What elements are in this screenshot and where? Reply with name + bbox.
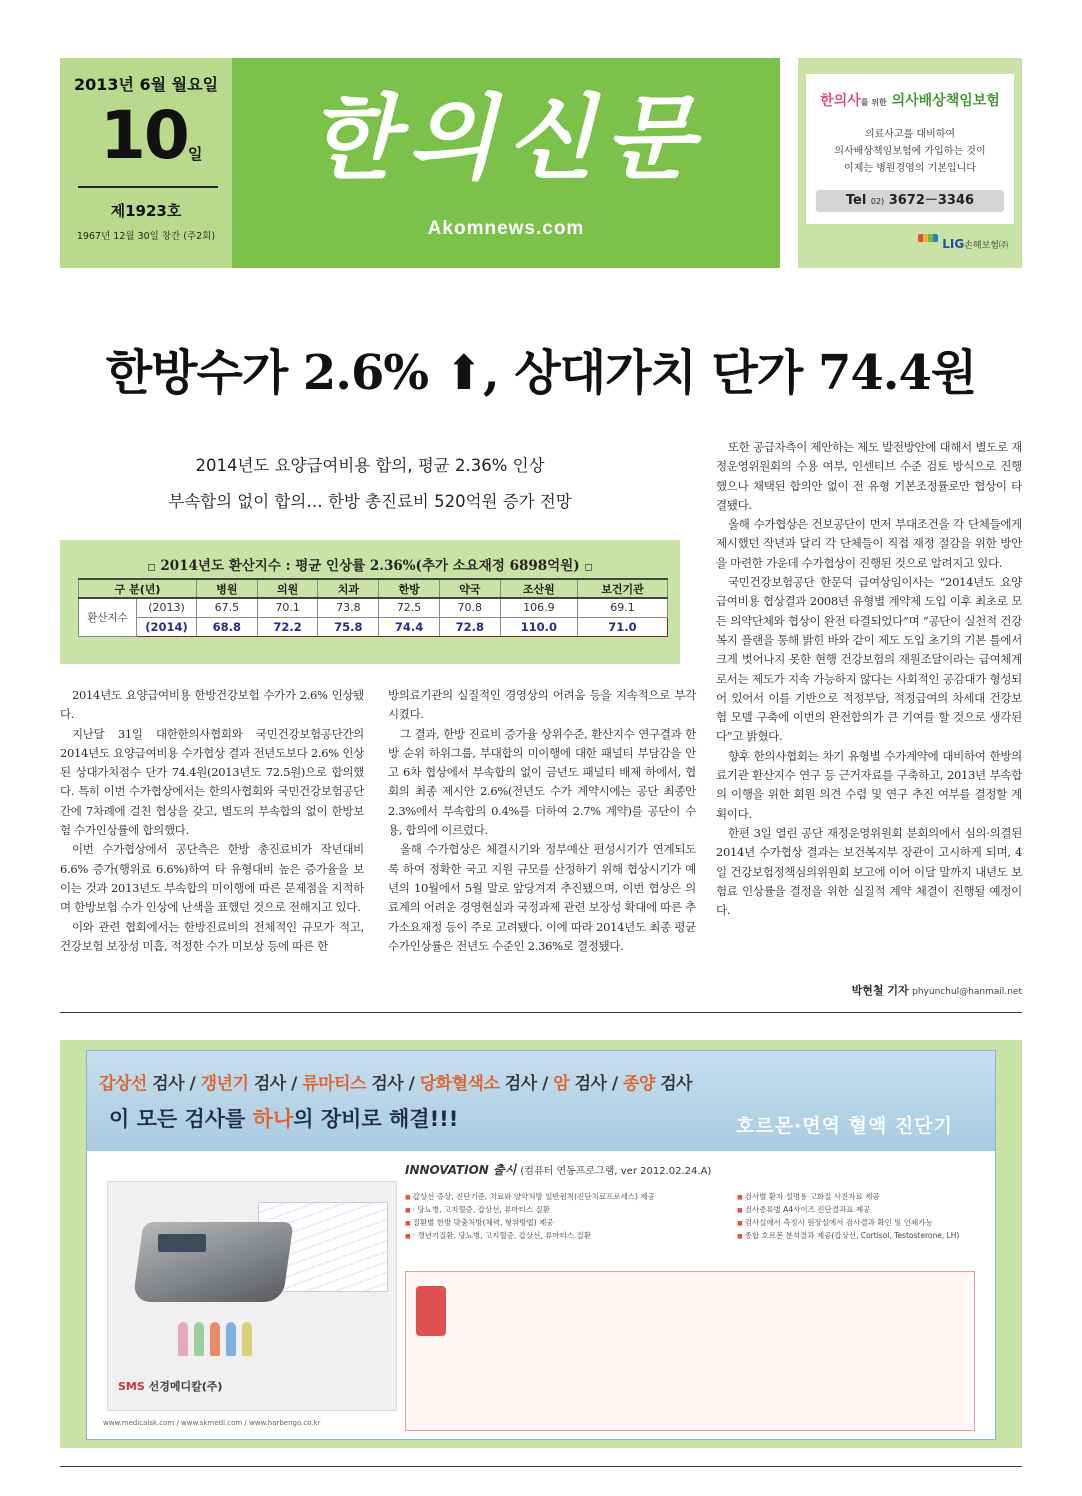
paragraph: 지난달 31일 대한한의사협회와 국민건강보험공단간의 2014년도 요양급여비용 수가협상 결과 전년도보다 2.6% 인상된 상대가치점수 단가 74.4원(2013년도 72.5원)으로 합의했다. 특히 이번 수가협상에서는 한의사협회와 국민건강보험공단간에 7차례에 걸친 협상을 갖고, 별도의 부속합의 없이 한방보험 수가인상률에 합의했다. xyxy=(60,726,364,838)
table-cell: 70.8 xyxy=(439,598,500,617)
founded-line: 1967년 12월 30일 창간 (주2회) xyxy=(76,231,216,242)
table-header: 구 분(년) xyxy=(79,579,197,598)
ad-test-item: 암 xyxy=(553,1074,570,1094)
ad-panel xyxy=(86,1050,996,1440)
table-cell: 69.1 xyxy=(577,598,667,617)
table-caption xyxy=(60,554,680,574)
day-number: 10 xyxy=(100,97,188,174)
table-header: 약국 xyxy=(439,579,500,598)
ad-info-title xyxy=(405,1161,711,1178)
table-header: 한방 xyxy=(379,579,440,598)
tel-area: 02) xyxy=(870,197,885,206)
ad-test-suffix: 검사 xyxy=(253,1074,286,1094)
ad-info-title-text: INNOVATION 출시 xyxy=(405,1163,517,1177)
divider xyxy=(60,1466,1022,1467)
paragraph: 이번 수가협상에서 공단측은 한방 총진료비가 작년대비 6.6% 증가(행위료 6.6%)하여 타 유형대비 높은 증가율을 보이는 것과 2013년도 부속합의 미이행에 따른 문제점을 지적하며 한방보험 수가 인상에 난색을 표했던 것으로 전해지고 있다. xyxy=(60,842,364,915)
tel-label: Tel xyxy=(845,193,867,208)
sponsor-logo xyxy=(918,234,1008,251)
bottom-advertisement[interactable] xyxy=(60,1040,1022,1448)
insurance-body-line: 의사배상책임보험에 가입하는 것이 xyxy=(834,146,986,157)
ad-test-item: 종양 xyxy=(622,1074,655,1094)
ad-tag-icon xyxy=(416,1286,446,1336)
insurance-body-line: 이제는 병원경영의 기본입니다 xyxy=(844,163,976,174)
day-unit: 일 xyxy=(188,145,203,163)
ad-product-type: 호르몬·면역 혈액 진단기 xyxy=(736,1115,953,1137)
conversion-index-box xyxy=(60,540,680,664)
insurance-title-small: 를 위한 xyxy=(860,98,887,107)
issue-number: 제1923호 xyxy=(110,202,182,220)
sponsor-sub: 손해보험㈜ xyxy=(964,241,1008,251)
list-item: ■ 검사종류별 A4사이즈 진단결과표 제공 xyxy=(737,1204,959,1217)
insurance-tel[interactable] xyxy=(816,190,1004,212)
table-header: 보건기관 xyxy=(577,579,667,598)
day-wrap xyxy=(60,97,232,175)
ad-test-list: 갑상선 검사 / 갱년기 검사 / 류마티스 검사 / 당화혈색소 검사 / 암 검사 / 종양 검사 xyxy=(99,1074,693,1094)
table-caption-text: 2014년도 환산지수 : 평균 인상률 2.36%(추가 소요재정 6898억원) xyxy=(160,558,580,574)
table-cell: 110.0 xyxy=(500,617,577,636)
pipette-tip xyxy=(226,1322,236,1356)
paragraph: 향후 한의사협회는 차기 유형별 수가계약에 대비하여 한방의료기관 환산지수 연구 등 근거자료를 구축하고, 2013년 부속합의 이행을 위한 회원 의견 수렴 및 연구 추진 여부를 결정할 계획이다. xyxy=(716,748,1022,821)
list-item: ■ · 갱년기질환, 당뇨병, 고지혈증, 갑상선, 류마티스 질환 xyxy=(405,1230,655,1243)
list-item: ■ 갑상선 증상, 진단기준, 치료와 양약처방 일반원칙(진단치료프로세스) 제공 xyxy=(405,1191,655,1204)
ad-test-item: 류마티스 xyxy=(302,1074,366,1094)
byline xyxy=(716,982,1022,998)
list-item: ■ 검사실에서 측정시 원장실에서 검사결과 확인 및 인쇄가능 xyxy=(737,1217,959,1230)
ad-banner xyxy=(87,1051,995,1151)
table-row xyxy=(79,598,668,617)
ad-brand-mark: SMS xyxy=(118,1380,145,1393)
ad-test-item: 갱년기 xyxy=(200,1074,249,1094)
list-item: ■ 질환별 한방 맞춤처방(체력, 형위방법) 제공 xyxy=(405,1217,655,1230)
tel-number: 3672－3346 xyxy=(888,193,975,208)
ad-test-suffix: 검사 xyxy=(504,1074,537,1094)
device-photo xyxy=(107,1181,397,1411)
pipette-tip xyxy=(210,1322,220,1356)
ad-slogan xyxy=(109,1103,458,1133)
ad-test-suffix: 검사 xyxy=(371,1074,404,1094)
paragraph: 올해 수가협상은 체결시기와 정부예산 편성시기가 연계되도록 하여 정확한 국고 지원 규모를 산정하기 위해 협상시기가 예년의 10월에서 5월 말로 앞당겨져 추진됐으며, 이번 협상은 의료계의 어려운 경영현실과 국정과제 관련 보장성 확대에 따른 추가소요재정 등이 주로 고려됐다. 이에 따라 2014년도 최종 평균 수가인상률은 전년도 수준인 2.36%로 결정됐다. xyxy=(388,842,696,953)
table-cell: 73.8 xyxy=(318,598,379,617)
ad-feature-list-left xyxy=(405,1191,655,1243)
byline-name: 박현철 기자 xyxy=(851,984,909,997)
table-header: 의원 xyxy=(257,579,318,598)
pipette-tips-image xyxy=(178,1322,288,1362)
paragraph: 국민건강보험공단 한문덕 급여상임이사는 “2014년도 요양급여비용 협상결과 2008년 유형별 계약제 도입 이후 최초로 모든 의약단체와 협상이 완전 타결되었다”며 “공단이 실천적 건강복지 플랜을 통해 밝힌 바와 같이 제도 도입 초기의 기본 틀에서 크게 벗어나지 못한 현행 건강보험의 재원조달이라는 급여체계로서는 제도가 지속 가능하지 않다는 사회적인 공감대가 형성되어 있어서 이를 기반으로 적정부담, 적정급여의 차세대 건강보험 모델 구축에 이번의 완전합의가 큰 기여를 할 것으로 생각된다”고 밝혔다. xyxy=(716,575,1022,744)
pipette-tip xyxy=(242,1322,252,1356)
ad-slogan-post: 의 장비로 해결!!! xyxy=(293,1107,459,1131)
ad-brand xyxy=(118,1378,222,1394)
square-icon: ◻ xyxy=(584,562,593,573)
pipette-tip xyxy=(178,1322,188,1356)
ad-test-item: 당화혈색소 xyxy=(419,1074,500,1094)
ad-test-suffix: 검사 xyxy=(152,1074,185,1094)
date-line: 2013년 6월 월요일 xyxy=(73,75,219,94)
table-cell: 72.5 xyxy=(379,598,440,617)
table-cell: 106.9 xyxy=(500,598,577,617)
insurance-ad-title xyxy=(806,90,1014,110)
ad-test-suffix: 검사 xyxy=(574,1074,607,1094)
ad-footer-urls[interactable]: www.medicalsk.com / www.skmedi.com / www.harbengo.co.kr xyxy=(103,1419,321,1427)
divider xyxy=(60,1012,1022,1013)
table-cell: 68.8 xyxy=(197,617,258,636)
list-item: ■ 종합 호르몬 분석결과 제공(갑상선, Cortisol, Testosterone, LH) xyxy=(737,1230,959,1243)
paragraph: 또한 공급자측이 제안하는 제도 발전방안에 대해서 별도로 재정운영위원회의 수용 여부, 인센티브 수준 검토 방식으로 진행했으나 채택된 합의안 없이 전 유형 기본조정률로만 협상이 타결됐다. xyxy=(716,440,1022,512)
ad-slogan-pre: 이 모든 검사를 xyxy=(109,1107,246,1131)
ad-test-suffix: 검사 xyxy=(660,1074,693,1094)
table-cell-year: (2014) xyxy=(137,617,197,636)
paragraph: 올해 수가협상은 건보공단이 먼저 부대조건을 각 단체들에게 제시했던 작년과 달리 각 단체들이 직접 재정 절감을 위한 방안을 마련한 가운데 수가협상이 진행된 것으로 알려지고 있다. xyxy=(716,517,1022,570)
article-column-2 xyxy=(388,686,696,956)
paragraph: 한편 3일 열린 공단 재정운영위원회 분회의에서 심의·의결된 2014년 수가협상 결과는 보건복지부 장관이 고시하게 되며, 4일 건강보험정책심의위원회 보고에 이어 이달 말까지 내년도 보험료 인상률을 결정을 위한 실질적 계약 체결이 진행될 예정이다. xyxy=(716,825,1022,918)
article-headline: 한방수가 2.6% ⬆, 상대가치 단가 74.4원 xyxy=(105,345,977,401)
insurance-ad-body xyxy=(806,126,1014,177)
table-header-row xyxy=(79,579,668,598)
paragraph: 방의료기관의 실질적인 경영상의 어려움 등을 지속적으로 부각시켰다. xyxy=(388,688,696,722)
analyzer-screen xyxy=(158,1234,206,1252)
insurance-body-line: 의료사고를 대비하여 xyxy=(864,129,956,140)
insurance-title-b: 의사배상책임보험 xyxy=(891,93,1000,109)
article-column-1 xyxy=(60,686,364,956)
conversion-index-table xyxy=(78,578,668,637)
ad-brand-name: 선경메디칼(주) xyxy=(148,1380,223,1393)
list-item: ■ 검사별 환자 설명용 고화질 사진자료 제공 xyxy=(737,1191,959,1204)
newspaper-logo[interactable]: 한의신문 xyxy=(308,84,704,192)
table-cell: 74.4 xyxy=(379,617,440,636)
table-cell: 75.8 xyxy=(318,617,379,636)
sponsor-name: LIG xyxy=(942,237,965,251)
pipette-tip xyxy=(194,1322,204,1356)
sponsor-logo-icon xyxy=(918,234,938,242)
byline-email[interactable]: phyunchul@hanmail.net xyxy=(912,987,1022,997)
table-header: 조산원 xyxy=(500,579,577,598)
table-header: 치과 xyxy=(318,579,379,598)
date-rule xyxy=(78,186,218,188)
article-column-3 xyxy=(716,438,1022,920)
site-url[interactable]: Akomnews.com xyxy=(427,218,585,239)
ad-info-version: (컴퓨터 연동프로그램, ver 2012.02.24.A) xyxy=(520,1166,712,1177)
ad-feature-list-right xyxy=(737,1191,959,1243)
table-cell: 72.8 xyxy=(439,617,500,636)
table-row-highlight xyxy=(79,617,668,636)
analyzer-device-image xyxy=(132,1222,293,1302)
paragraph: 2014년도 요양급여비용 한방건강보험 수가가 2.6% 인상됐다. xyxy=(60,688,364,722)
ad-slogan-highlight: 하나 xyxy=(252,1107,294,1131)
ad-test-item: 갑상선 xyxy=(99,1074,147,1094)
date-box xyxy=(60,58,232,268)
table-cell: 70.1 xyxy=(257,598,318,617)
table-cell: 72.2 xyxy=(257,617,318,636)
paragraph: 이와 관련 협회에서는 한방진료비의 전체적인 규모가 적고, 건강보험 보장성 미흡, 적정한 수가 미보상 등에 따른 한 xyxy=(60,919,364,953)
title-box xyxy=(232,58,780,268)
list-item: ■ · 당뇨병, 고지혈증, 갑상선, 류마티스 질환 xyxy=(405,1204,655,1217)
insurance-title-a: 한의사 xyxy=(820,93,861,109)
table-cell-year: (2013) xyxy=(137,598,197,617)
ad-test-items-panel xyxy=(405,1271,975,1431)
insurance-ad[interactable] xyxy=(798,58,1022,268)
paragraph: 그 결과, 한방 진료비 증가율 상위수준, 환산지수 연구결과 한방 순위 하위그룹, 부대합의 미이행에 대한 패널티 부담감을 안고 6차 협상에서 부속합의 없이 금년도 패널티 배제 하에서, 협회의 최종 제시안 2.6%(전년도 수가 계약시에는 공단 최종안 2.3%에서 부속합의 0.4%를 더하여 2.7% 계약)를 공단이 수용, 합의에 이르렀다. xyxy=(388,726,696,838)
table-cell: 71.0 xyxy=(577,617,667,636)
square-icon: ◻ xyxy=(147,562,156,573)
row-label: 환산지수 xyxy=(79,598,137,636)
article-subhead-1: 2014년도 요양급여비용 합의, 평균 2.36% 인상 xyxy=(195,456,545,475)
table-cell: 67.5 xyxy=(197,598,258,617)
table-header: 병원 xyxy=(197,579,258,598)
masthead xyxy=(60,58,1022,268)
article-subhead-2: 부속합의 없이 합의… 한방 총진료비 520억원 증가 전망 xyxy=(168,492,572,511)
insurance-ad-panel xyxy=(806,74,1014,224)
